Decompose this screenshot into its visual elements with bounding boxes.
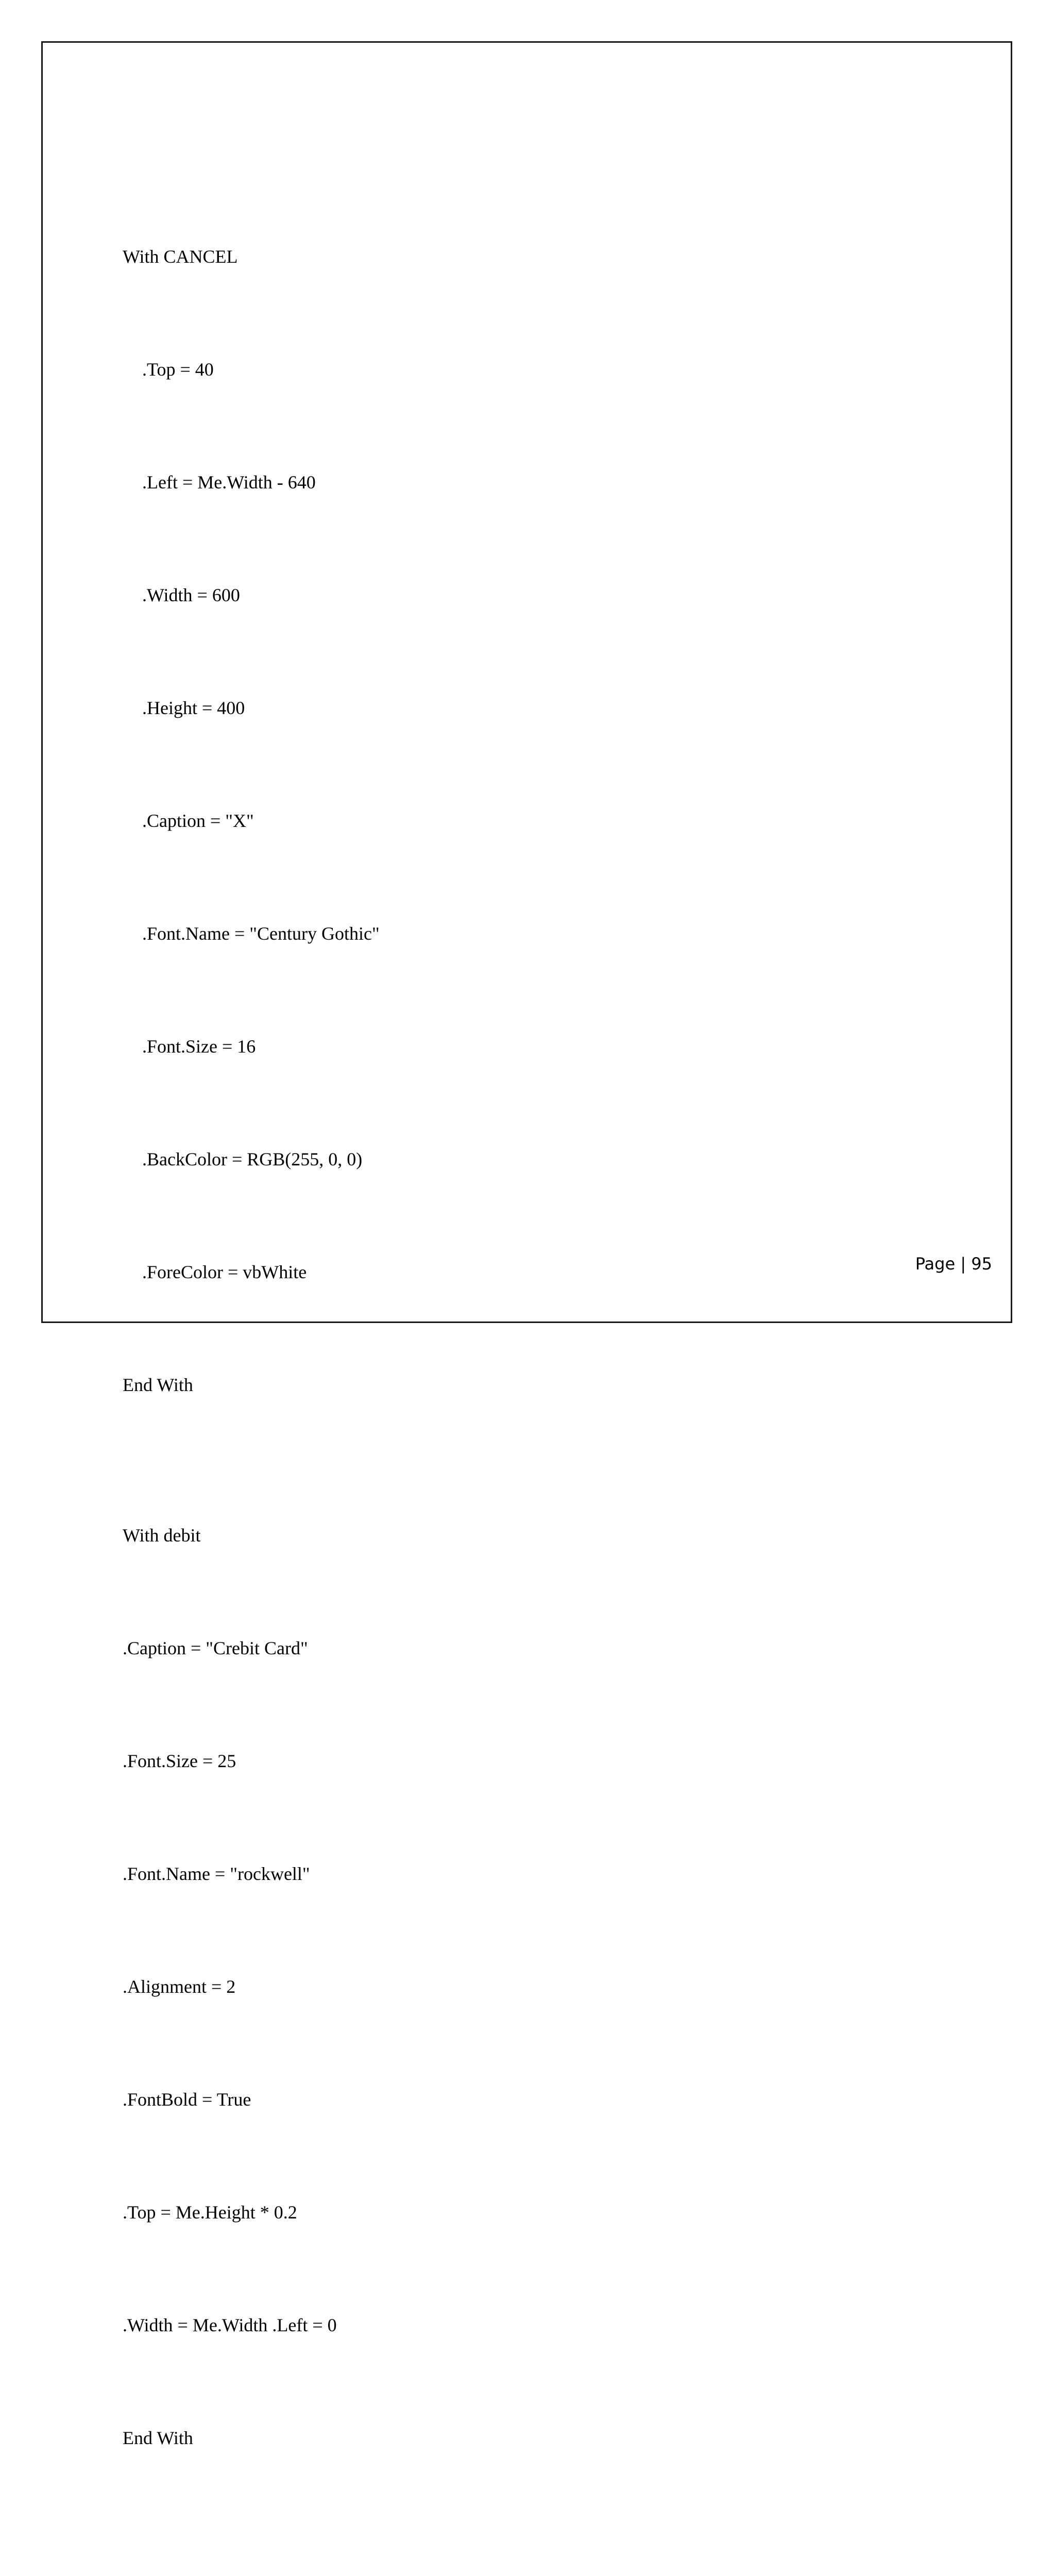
code-line: .Caption = "Crebit Card" xyxy=(123,1638,308,1658)
code-line: End With xyxy=(123,2428,193,2448)
code-line: .Top = 40 xyxy=(142,359,214,380)
code-line: .Font.Size = 25 xyxy=(123,1751,236,1771)
code-line: With CANCEL xyxy=(123,246,238,267)
code-line: End With xyxy=(123,1375,193,1395)
code-line: .Font.Name = "Century Gothic" xyxy=(142,923,380,944)
code-line: .ForeColor = vbWhite xyxy=(142,1262,307,1282)
code-line: .Top = Me.Height * 0.2 xyxy=(123,2202,297,2223)
code-line: .FontBold = True xyxy=(123,2089,251,2110)
blank-line xyxy=(123,2570,392,2576)
code-line: .Font.Size = 16 xyxy=(142,1036,256,1057)
code-line: .Height = 400 xyxy=(142,698,245,718)
code-line: .Caption = "X" xyxy=(142,810,254,831)
page-number: Page | 95 xyxy=(915,1254,992,1274)
code-line: .Width = 600 xyxy=(142,585,240,605)
code-line: .Width = Me.Width .Left = 0 xyxy=(123,2315,337,2335)
code-line: .Font.Name = "rockwell" xyxy=(123,1863,310,1884)
code-line: .Left = Me.Width - 640 xyxy=(142,472,316,493)
code-line: .BackColor = RGB(255, 0, 0) xyxy=(142,1149,363,1170)
code-line: With debit xyxy=(123,1525,201,1546)
code-line: .Alignment = 2 xyxy=(123,1976,236,1997)
code-listing xyxy=(123,163,392,2576)
